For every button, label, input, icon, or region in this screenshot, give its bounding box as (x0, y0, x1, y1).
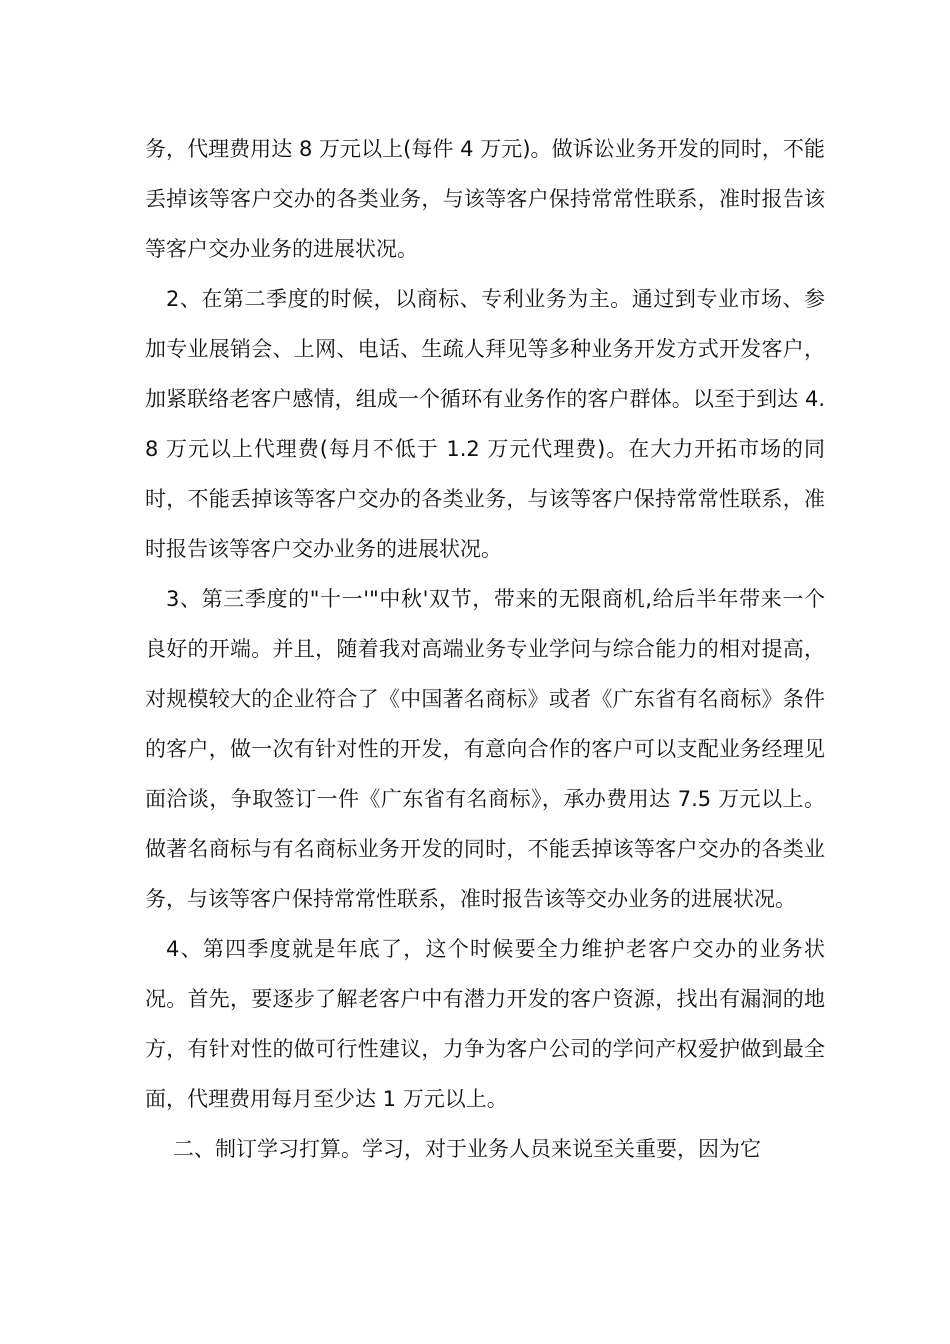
paragraph-q2: 2、在第二季度的时候，以商标、专利业务为主。通过到专业市场、参加专业展销会、上网、电话、生疏人拜见等多种业务开发方式开发客户，加紧联络老客户感情，组成一个循环有业务作的客户群体。以至于到达 4.8 万元以上代理费(每月不低于 1.2 万元代理费)。在大力开拓市场的同时，不能丢掉该等客户交办的各类业务，与该等客户保持常常性联系，准时报告该等客户交办业务的进展状况。 (145, 287, 825, 561)
paragraph-q4: 4、第四季度就是年底了，这个时候要全力维护老客户交办的业务状况。首先，要逐步了解老客户中有潜力开发的客户资源，找出有漏洞的地方，有针对性的做可行性建议，力争为客户公司的学问产权爱护做到最全面，代理费用每月至少达 1 万元以上。 (145, 937, 825, 1111)
document-page (145, 124, 825, 1174)
paragraph-q3: 3、第三季度的"十一'"中秋'双节，带来的无限商机,给后半年带来一个良好的开端。并且，随着我对高端业务专业学问与综合能力的相对提高，对规模较大的企业符合了《中国著名商标》或者《广东省有名商标》条件的客户，做一次有针对性的开发，有意向合作的客户可以支配业务经理见面洽谈，争取签订一件《广东省有名商标》，承办费用达 7.5 万元以上。做著名商标与有名商标业务开发的同时，不能丢掉该等客户交办的各类业务，与该等客户保持常常性联系，准时报告该等交办业务的进展状况。 (145, 587, 825, 911)
paragraph-continuation: 务，代理费用达 8 万元以上(每件 4 万元)。做诉讼业务开发的同时，不能丢掉该等客户交办的各类业务，与该等客户保持常常性联系，准时报告该等客户交办业务的进展状况。 (145, 137, 825, 261)
paragraph-study-plan: 二、制订学习打算。学习，对于业务人员来说至关重要，因为它 (173, 1137, 761, 1161)
